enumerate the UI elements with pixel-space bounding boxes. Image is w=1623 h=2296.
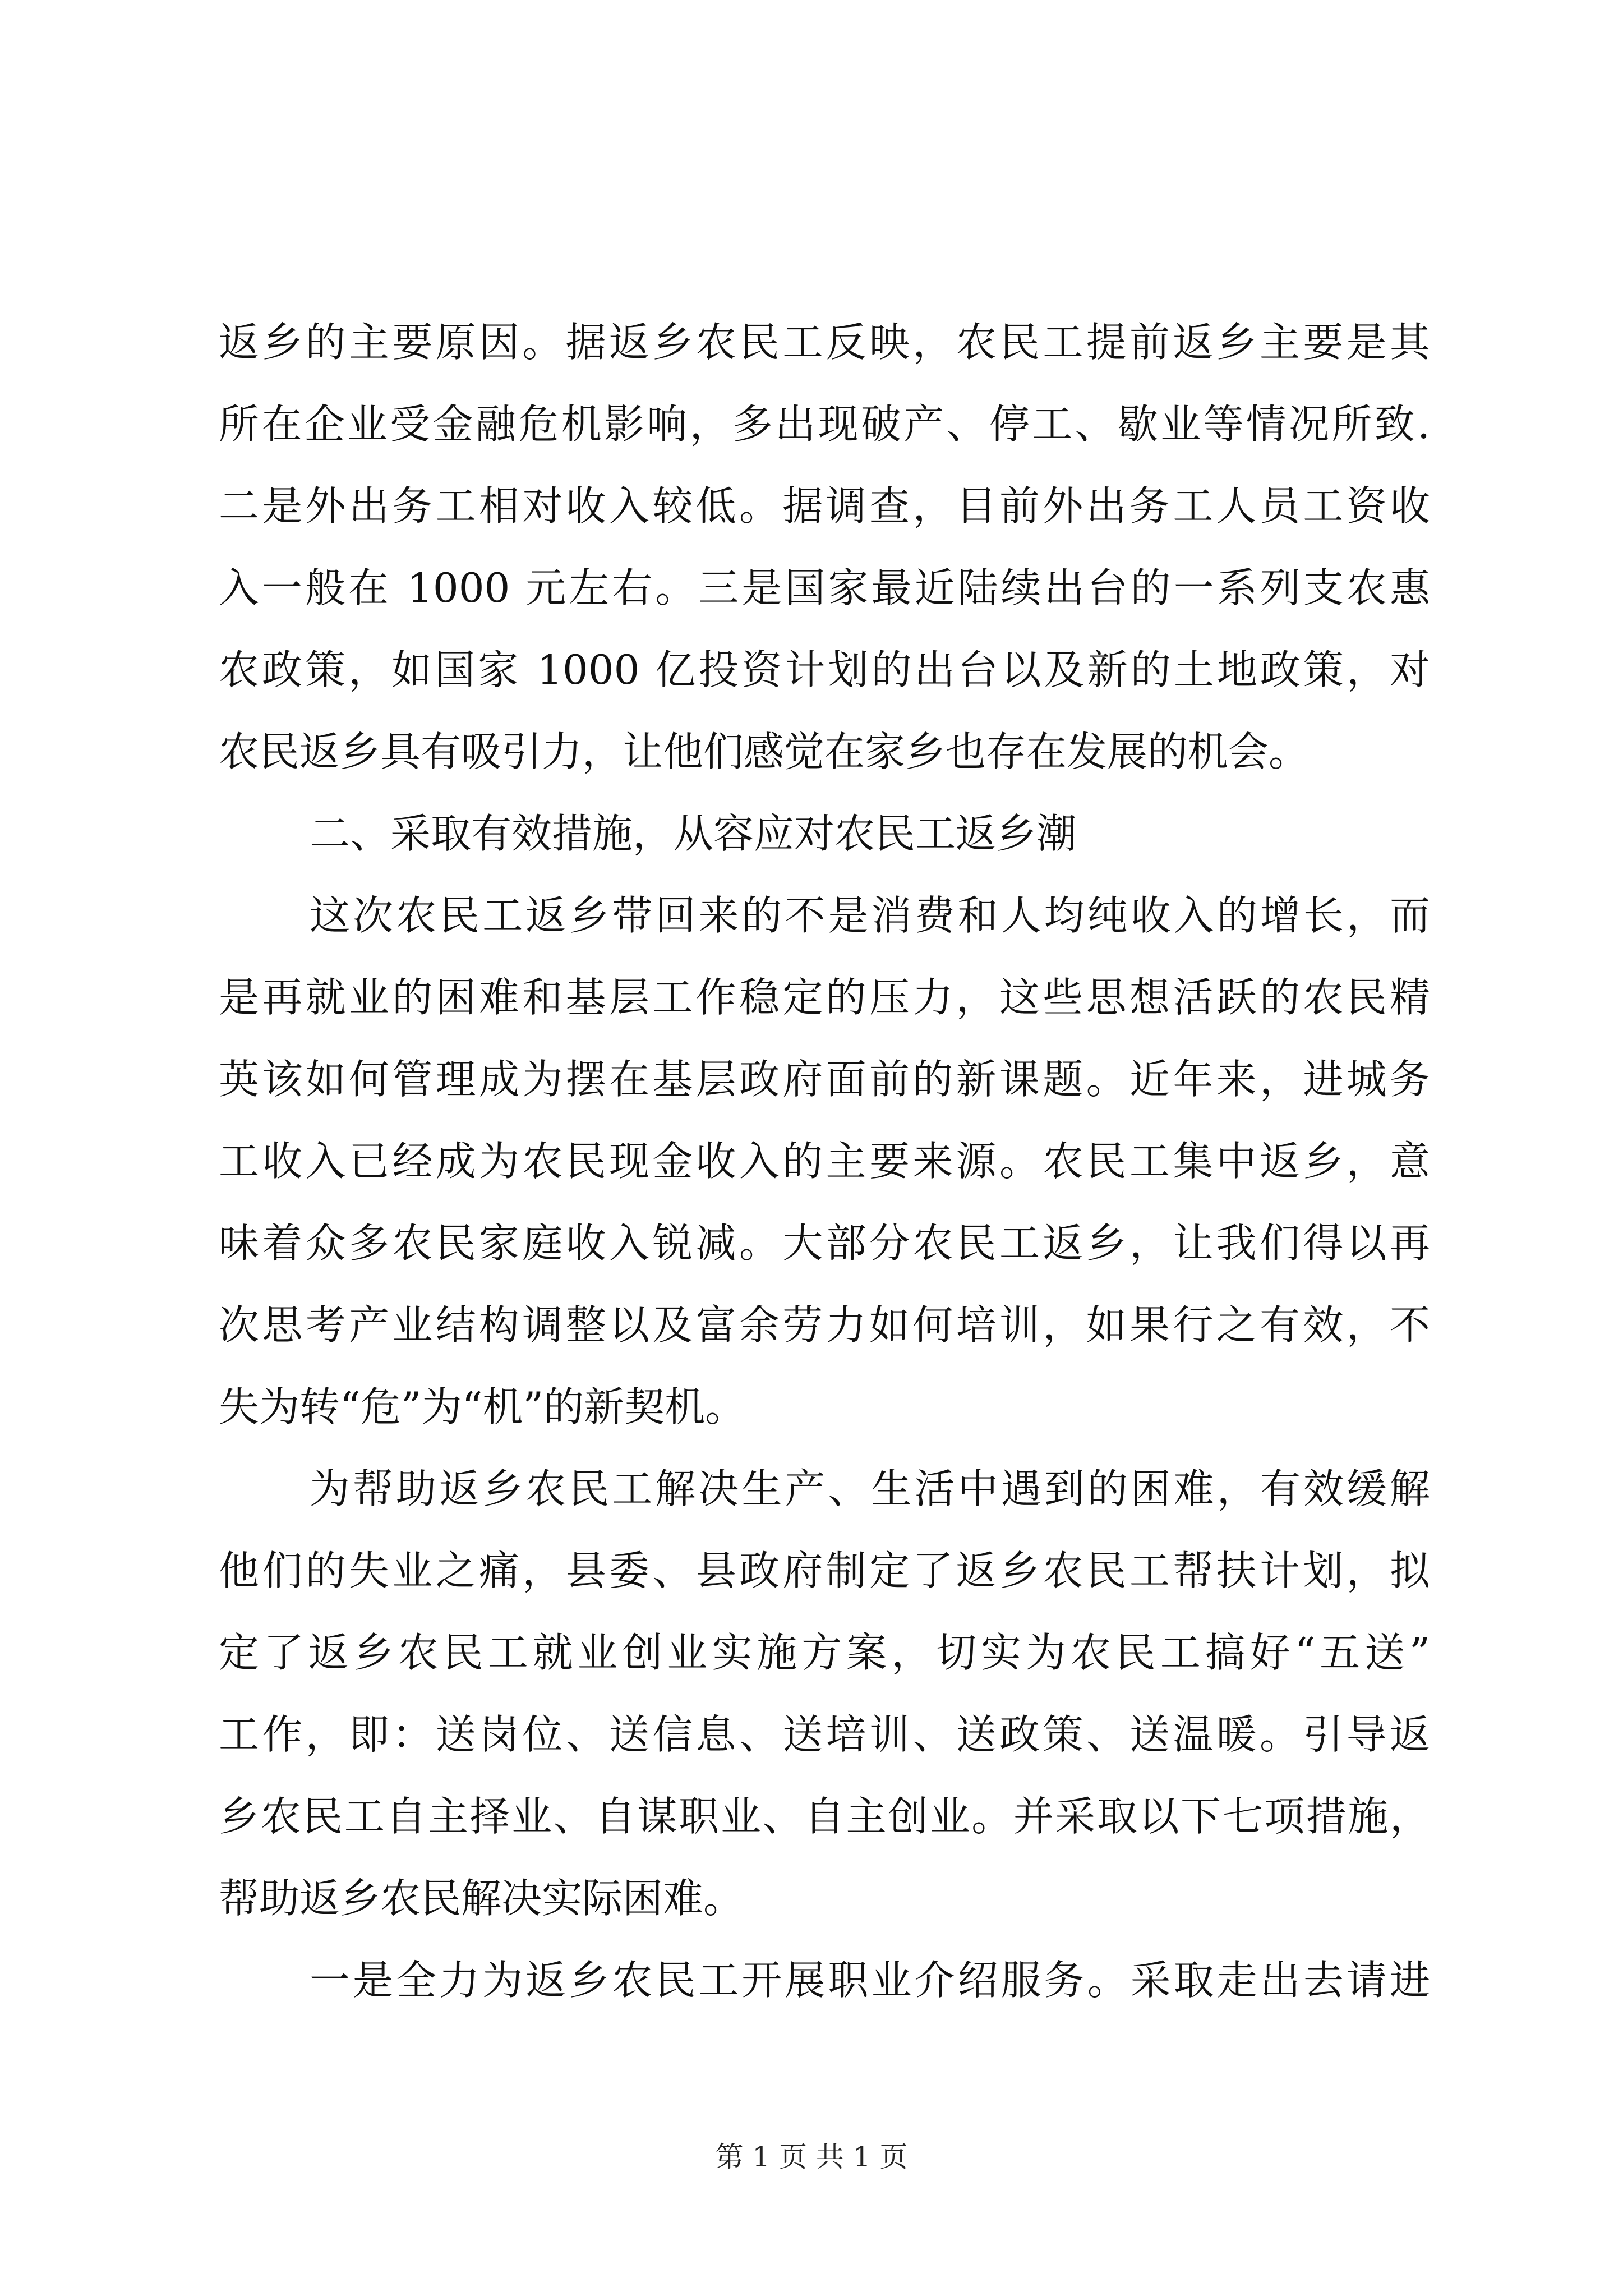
page-footer: 第 1 页 共 1 页 xyxy=(715,2141,908,2173)
paragraph-line: 返乡的主要原因。据返乡农民工反映，农民工提前返乡主要是其 xyxy=(219,319,1430,366)
paragraph-line: 工作，即：送岗位、送信息、送培训、送政策、送温暖。引导返 xyxy=(219,1711,1430,1758)
paragraph-line: 失为转“危”为“机”的新契机。 xyxy=(219,1383,746,1430)
paragraph-line: 二是外出务工相对收入较低。据调查，目前外出务工人员工资收 xyxy=(219,482,1430,530)
paragraph-line: 他们的失业之痛，县委、县政府制定了返乡农民工帮扶计划，拟 xyxy=(219,1547,1430,1594)
paragraph xyxy=(219,1448,1430,1939)
paragraph-line: 入一般在 1000 元左右。三是国家最近陆续出台的一系列支农惠 xyxy=(219,564,1430,611)
paragraph-line: 这次农民工返乡带回来的不是消费和人均纯收入的增长，而 xyxy=(310,892,1430,939)
paragraph-line: 所在企业受金融危机影响，多出现破产、停工、歇业等情况所致. xyxy=(219,401,1430,448)
paragraph xyxy=(219,875,1430,1448)
paragraph-line: 工收入已经成为农民现金收入的主要来源。农民工集中返乡，意 xyxy=(219,1138,1430,1185)
section-heading: 二、采取有效措施，从容应对农民工返乡潮 xyxy=(310,810,1077,857)
paragraph-line: 定了返乡农民工就业创业实施方案，切实为农民工搞好“五送” xyxy=(219,1629,1430,1676)
document-body xyxy=(219,301,1430,2021)
paragraph-line: 农民返乡具有吸引力，让他们感觉在家乡也存在发展的机会。 xyxy=(219,728,1310,775)
paragraph-line: 英该如何管理成为摆在基层政府面前的新课题。近年来，进城务 xyxy=(219,1056,1430,1103)
paragraph-continued xyxy=(219,301,1430,793)
paragraph-line: 是再就业的困难和基层工作稳定的压力，这些思想活跃的农民精 xyxy=(219,974,1430,1021)
paragraph-line: 一是全力为返乡农民工开展职业介绍服务。采取走出去请进 xyxy=(310,1957,1430,2004)
paragraph-line: 农政策，如国家 1000 亿投资计划的出台以及新的土地政策，对 xyxy=(219,646,1430,693)
paragraph xyxy=(219,1939,1430,2021)
paragraph-line: 为帮助返乡农民工解决生产、生活中遇到的困难，有效缓解 xyxy=(310,1465,1430,1512)
paragraph-line: 帮助返乡农民解决实际困难。 xyxy=(219,1875,744,1922)
paragraph-line: 味着众多农民家庭收入锐减。大部分农民工返乡，让我们得以再 xyxy=(219,1220,1430,1267)
paragraph-line: 乡农民工自主择业、自谋职业、自主创业。并采取以下七项措施， xyxy=(219,1793,1430,1840)
paragraph-line: 次思考产业结构调整以及富余劳力如何培训，如果行之有效，不 xyxy=(219,1301,1430,1349)
section-heading-block xyxy=(219,793,1430,875)
